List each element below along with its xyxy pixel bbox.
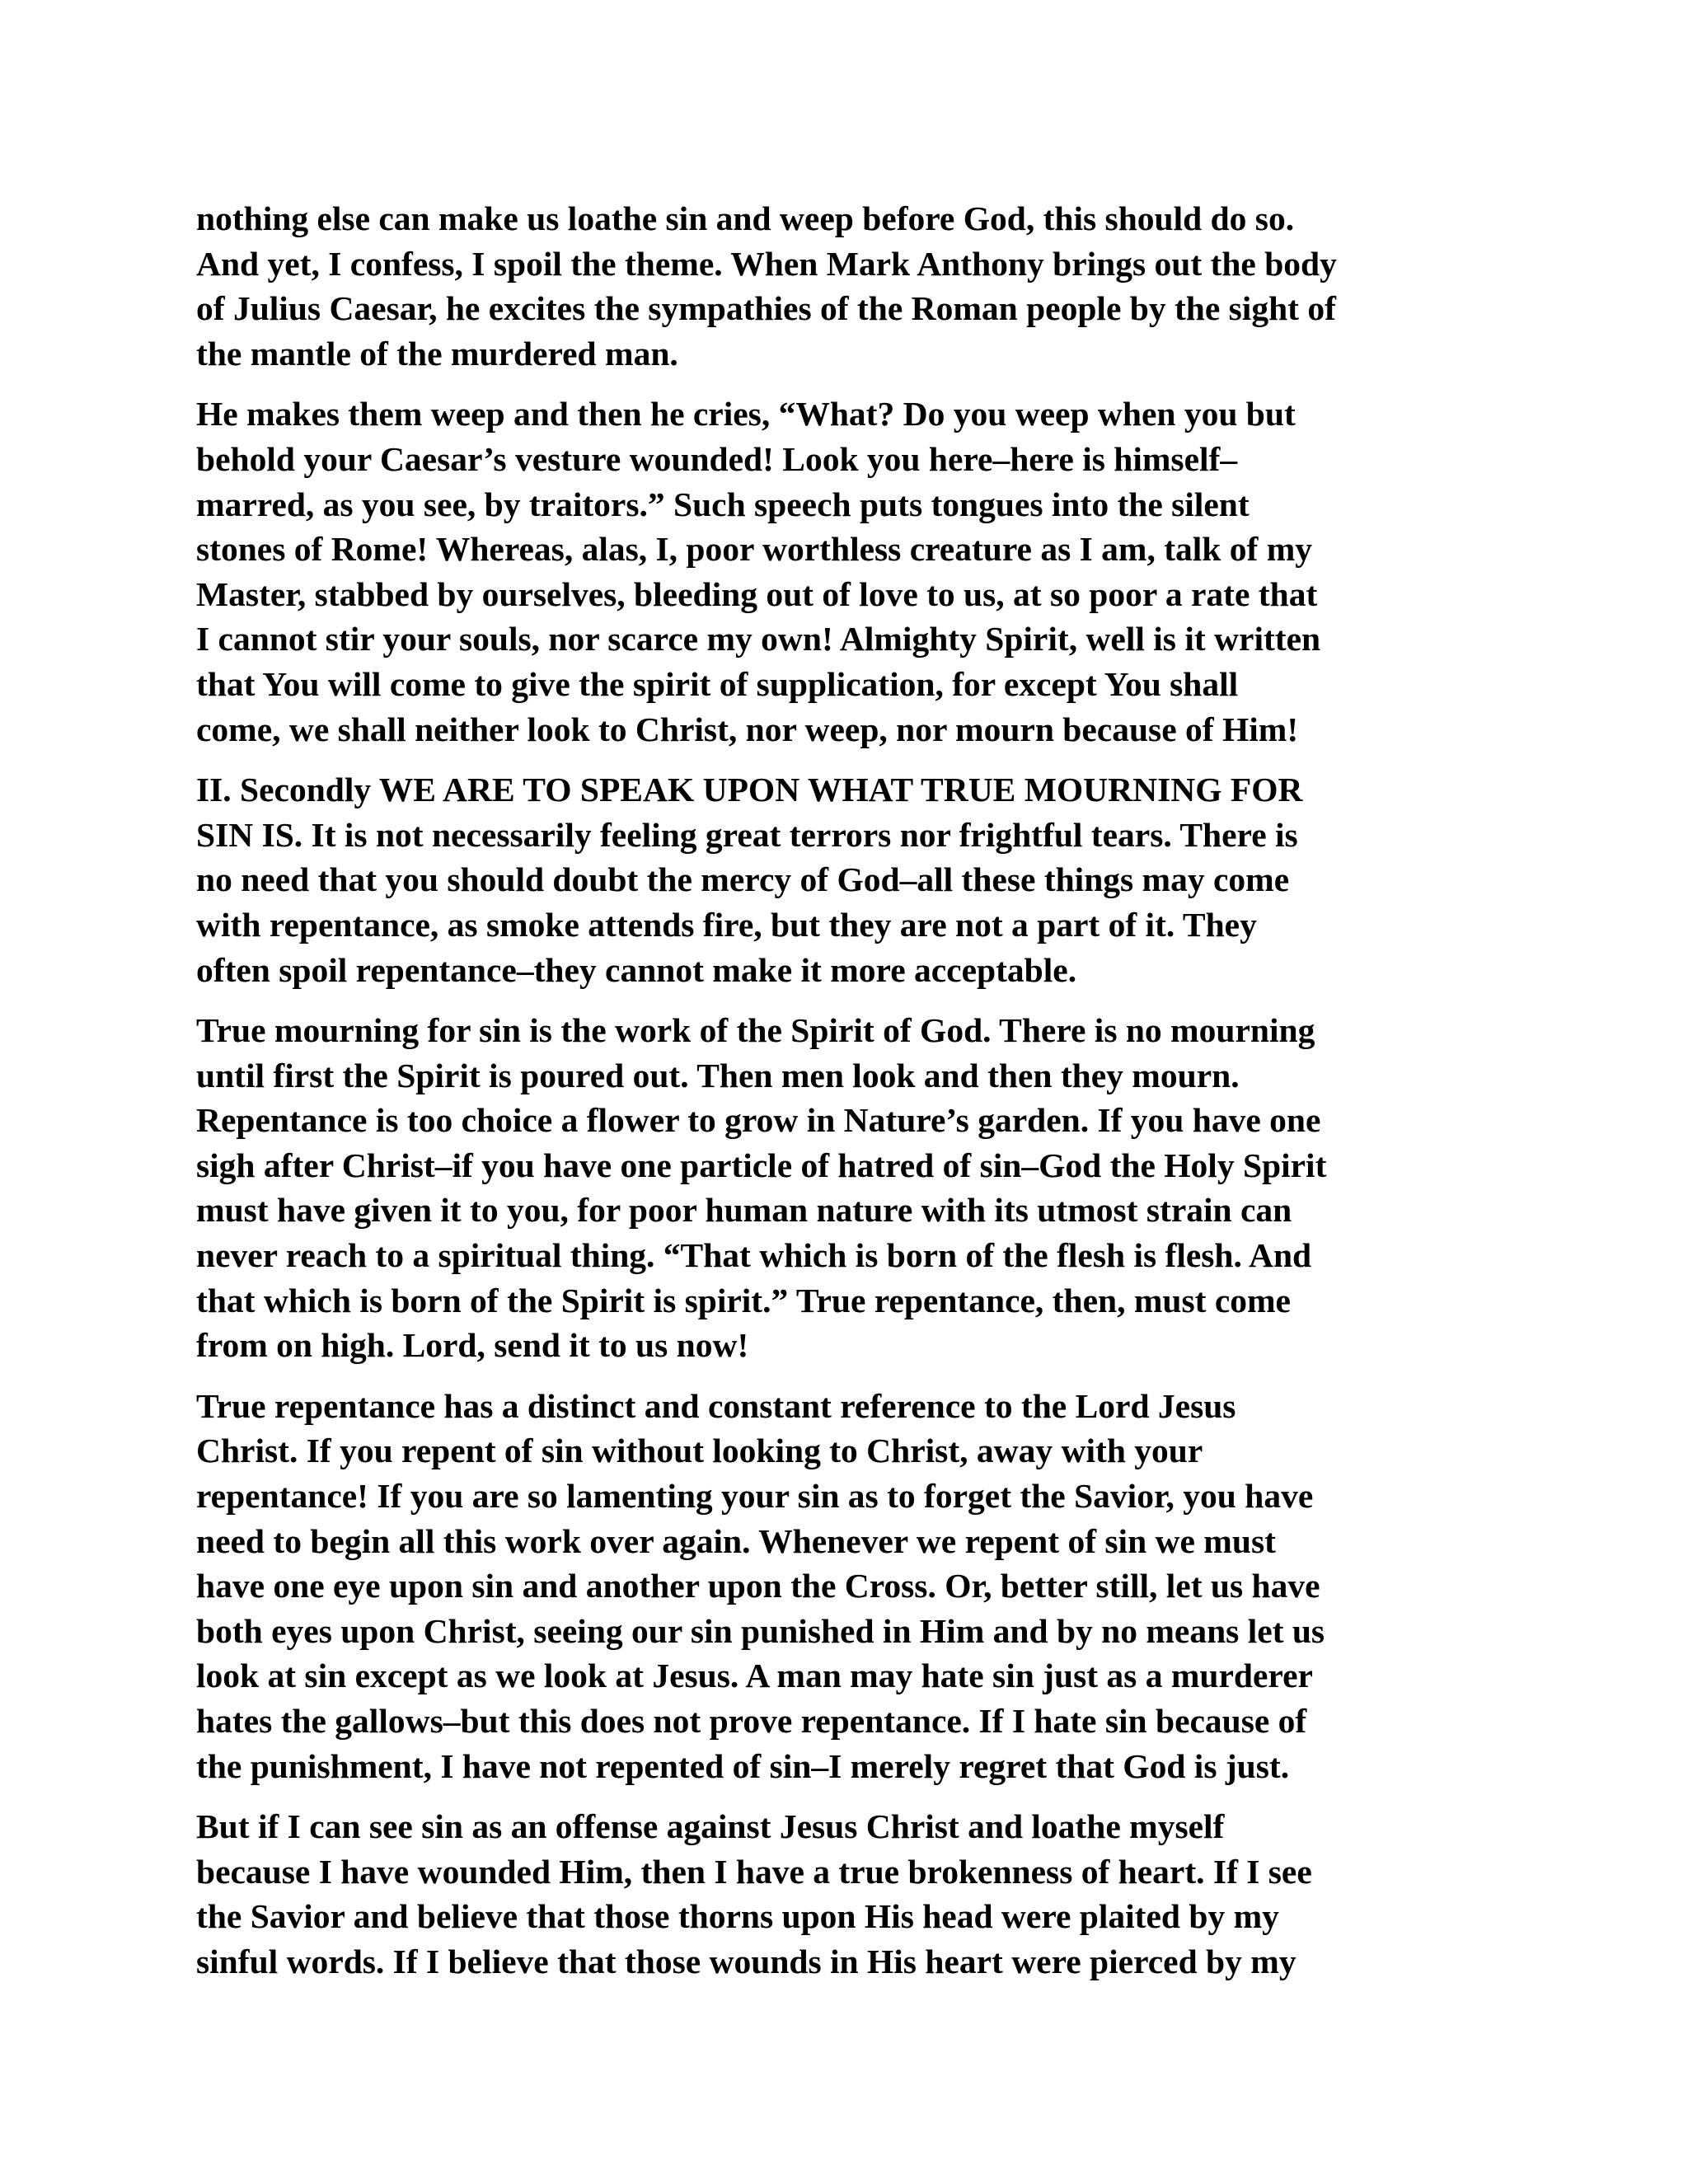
text-line: often spoil repentance–they cannot make it more acceptable. (196, 950, 1077, 989)
text-line: I cannot stir your souls, nor scarce my own! Almighty Spirit, well is it written (196, 620, 1321, 658)
text-line: need to begin all this work over again. Whenever we repent of sin we must (196, 1521, 1276, 1560)
text-line: no need that you should doubt the mercy of God–all these things may come (196, 860, 1290, 899)
text-line: come, we shall neither look to Christ, nor weep, nor mourn because of Him! (196, 710, 1299, 748)
text-line: from on high. Lord, send it to us now! (196, 1326, 749, 1365)
text-line: repentance! If you are so lamenting your sin as to forget the Savior, you have (196, 1477, 1314, 1516)
text-line: that which is born of the Spirit is spirit.” True repentance, then, must come (196, 1281, 1291, 1319)
text-line: behold your Caesar’s vesture wounded! Look you here–here is himself– (196, 439, 1238, 478)
paragraph-1 (196, 196, 1482, 376)
text-line: Master, stabbed by ourselves, bleeding out of love to us, at so poor a rate that (196, 574, 1318, 613)
text-line: And yet, I confess, I spoil the theme. When Mark Anthony brings out the body (196, 244, 1337, 283)
paragraph-3 (196, 767, 1482, 992)
text-line: that You will come to give the spirit of supplication, for except You shall (196, 664, 1239, 703)
text-line: Christ. If you repent of sin without looking to Christ, away with your (196, 1432, 1203, 1470)
text-line: True repentance has a distinct and constant reference to the Lord Jesus (196, 1386, 1236, 1425)
text-line: hates the gallows–but this does not prove repentance. If I hate sin because of (196, 1702, 1307, 1740)
text-line: never reach to a spiritual thing. “That which is born of the flesh is flesh. And (196, 1236, 1312, 1275)
text-line: nothing else can make us loathe sin and weep before God, this should do so. (196, 199, 1295, 237)
text-line: must have given it to you, for poor human nature with its utmost strain can (196, 1191, 1292, 1230)
text-line: because I have wounded Him, then I have a true brokenness of heart. If I see (196, 1852, 1312, 1891)
paragraph-6 (196, 1804, 1482, 1984)
text-line: the mantle of the murdered man. (196, 334, 678, 373)
text-line: But if I can see sin as an offense against Jesus Christ and loathe myself (196, 1807, 1225, 1846)
text-line: marred, as you see, by traitors.” Such speech puts tongues into the silent (196, 485, 1250, 523)
text-line: look at sin except as we look at Jesus. A man may hate sin just as a murderer (196, 1657, 1313, 1695)
text-line: with repentance, as smoke attends fire, but they are not a part of it. They (196, 905, 1257, 944)
text-line: both eyes upon Christ, seeing our sin punished in Him and by no means let us (196, 1611, 1325, 1650)
text-line: True mourning for sin is the work of the Spirit of God. There is no mourning (196, 1011, 1315, 1050)
paragraph-4 (196, 1008, 1482, 1368)
text-line: II. Secondly WE ARE TO SPEAK UPON WHAT TRUE MOURNING FOR (196, 771, 1303, 809)
text-line: stones of Rome! Whereas, alas, I, poor worthless creature as I am, talk of my (196, 530, 1313, 569)
document-page (196, 196, 1482, 2000)
paragraph-5 (196, 1384, 1482, 1788)
text-line: sinful words. If I believe that those wounds in His heart were pierced by my (196, 1942, 1296, 1980)
text-line: have one eye upon sin and another upon the Cross. Or, better still, let us have (196, 1567, 1320, 1605)
text-line: He makes them weep and then he cries, “What? Do you weep when you but (196, 395, 1296, 434)
text-line: sigh after Christ–if you have one particle of hatred of sin–God the Holy Spirit (196, 1146, 1327, 1184)
paragraph-2 (196, 391, 1482, 752)
text-line: Repentance is too choice a flower to grow in Nature’s garden. If you have one (196, 1101, 1321, 1140)
text-line: the Savior and believe that those thorns upon His head were plaited by my (196, 1897, 1279, 1936)
text-line: SIN IS. It is not necessarily feeling great terrors nor frightful tears. There is (196, 815, 1298, 854)
text-line: the punishment, I have not repented of sin–I merely regret that God is just. (196, 1746, 1290, 1785)
text-line: until first the Spirit is poured out. Then men look and then they mourn. (196, 1056, 1240, 1094)
text-line: of Julius Caesar, he excites the sympathies of the Roman people by the sight of (196, 289, 1336, 328)
